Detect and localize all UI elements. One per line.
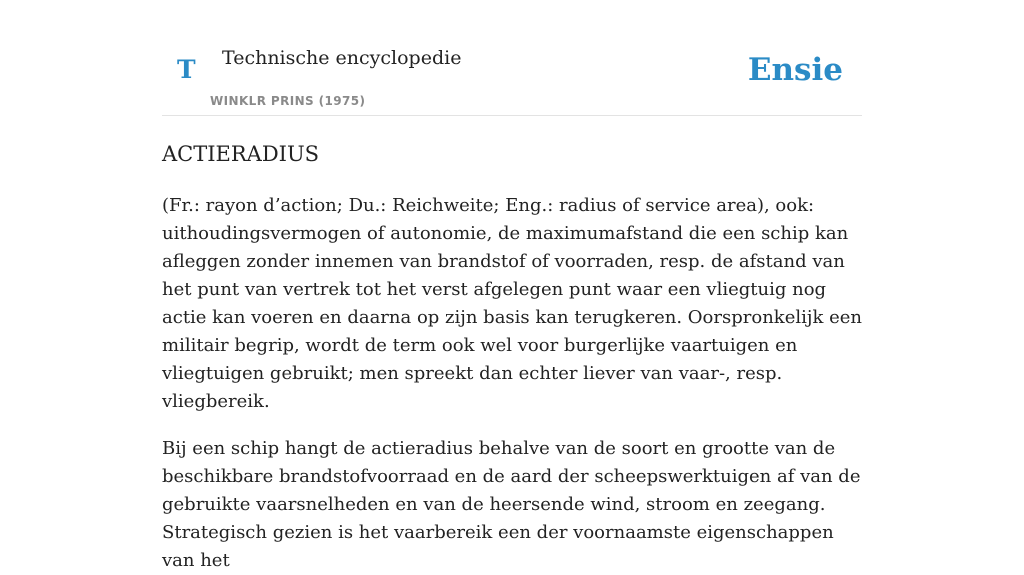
category-logo-icon[interactable]: T [177,55,196,84]
brand-logo-link[interactable]: Ensie [747,52,843,88]
article-paragraph: Bij een schip hangt de actieradius behalve van de soort en grootte van de beschikbare brandstofvoorraad en de aard der scheepswerktuigen af van de gebruikte vaarsnelheden en van de heersende wind, stroom en zeegang. Strategisch gezien is het vaarbereik een der voornaamste eigenschappen van het [162,438,861,571]
encyclopedia-title-link[interactable]: Technische encyclopedie [222,47,462,69]
article-paragraph: (Fr.: rayon d’action; Du.: Reichweite; Eng.: radius of service area), ook: uithoudingsvermogen of autonomie, de maximumafstand die een schip kan afleggen zonder innemen van brandstof of voorraden, resp. de afstand van het punt van vertrek tot het verst afgelegen punt waar een vliegtuig nog actie kan voeren en daarna op zijn basis kan terugkeren. Oorspronkelijk een militair begrip, wordt de term ook wel voor burgerlijke vaartuigen en vliegtuigen gebruikt; men spreekt dan echter liever van vaar-, resp. vliegbereik. [162,195,862,412]
encyclopedia-source-subtitle: WINKLR PRINS (1975) [210,94,366,108]
article-body [162,192,862,575]
site-header [162,0,862,116]
article-title: ACTIERADIUS [162,142,320,166]
article [162,138,862,575]
